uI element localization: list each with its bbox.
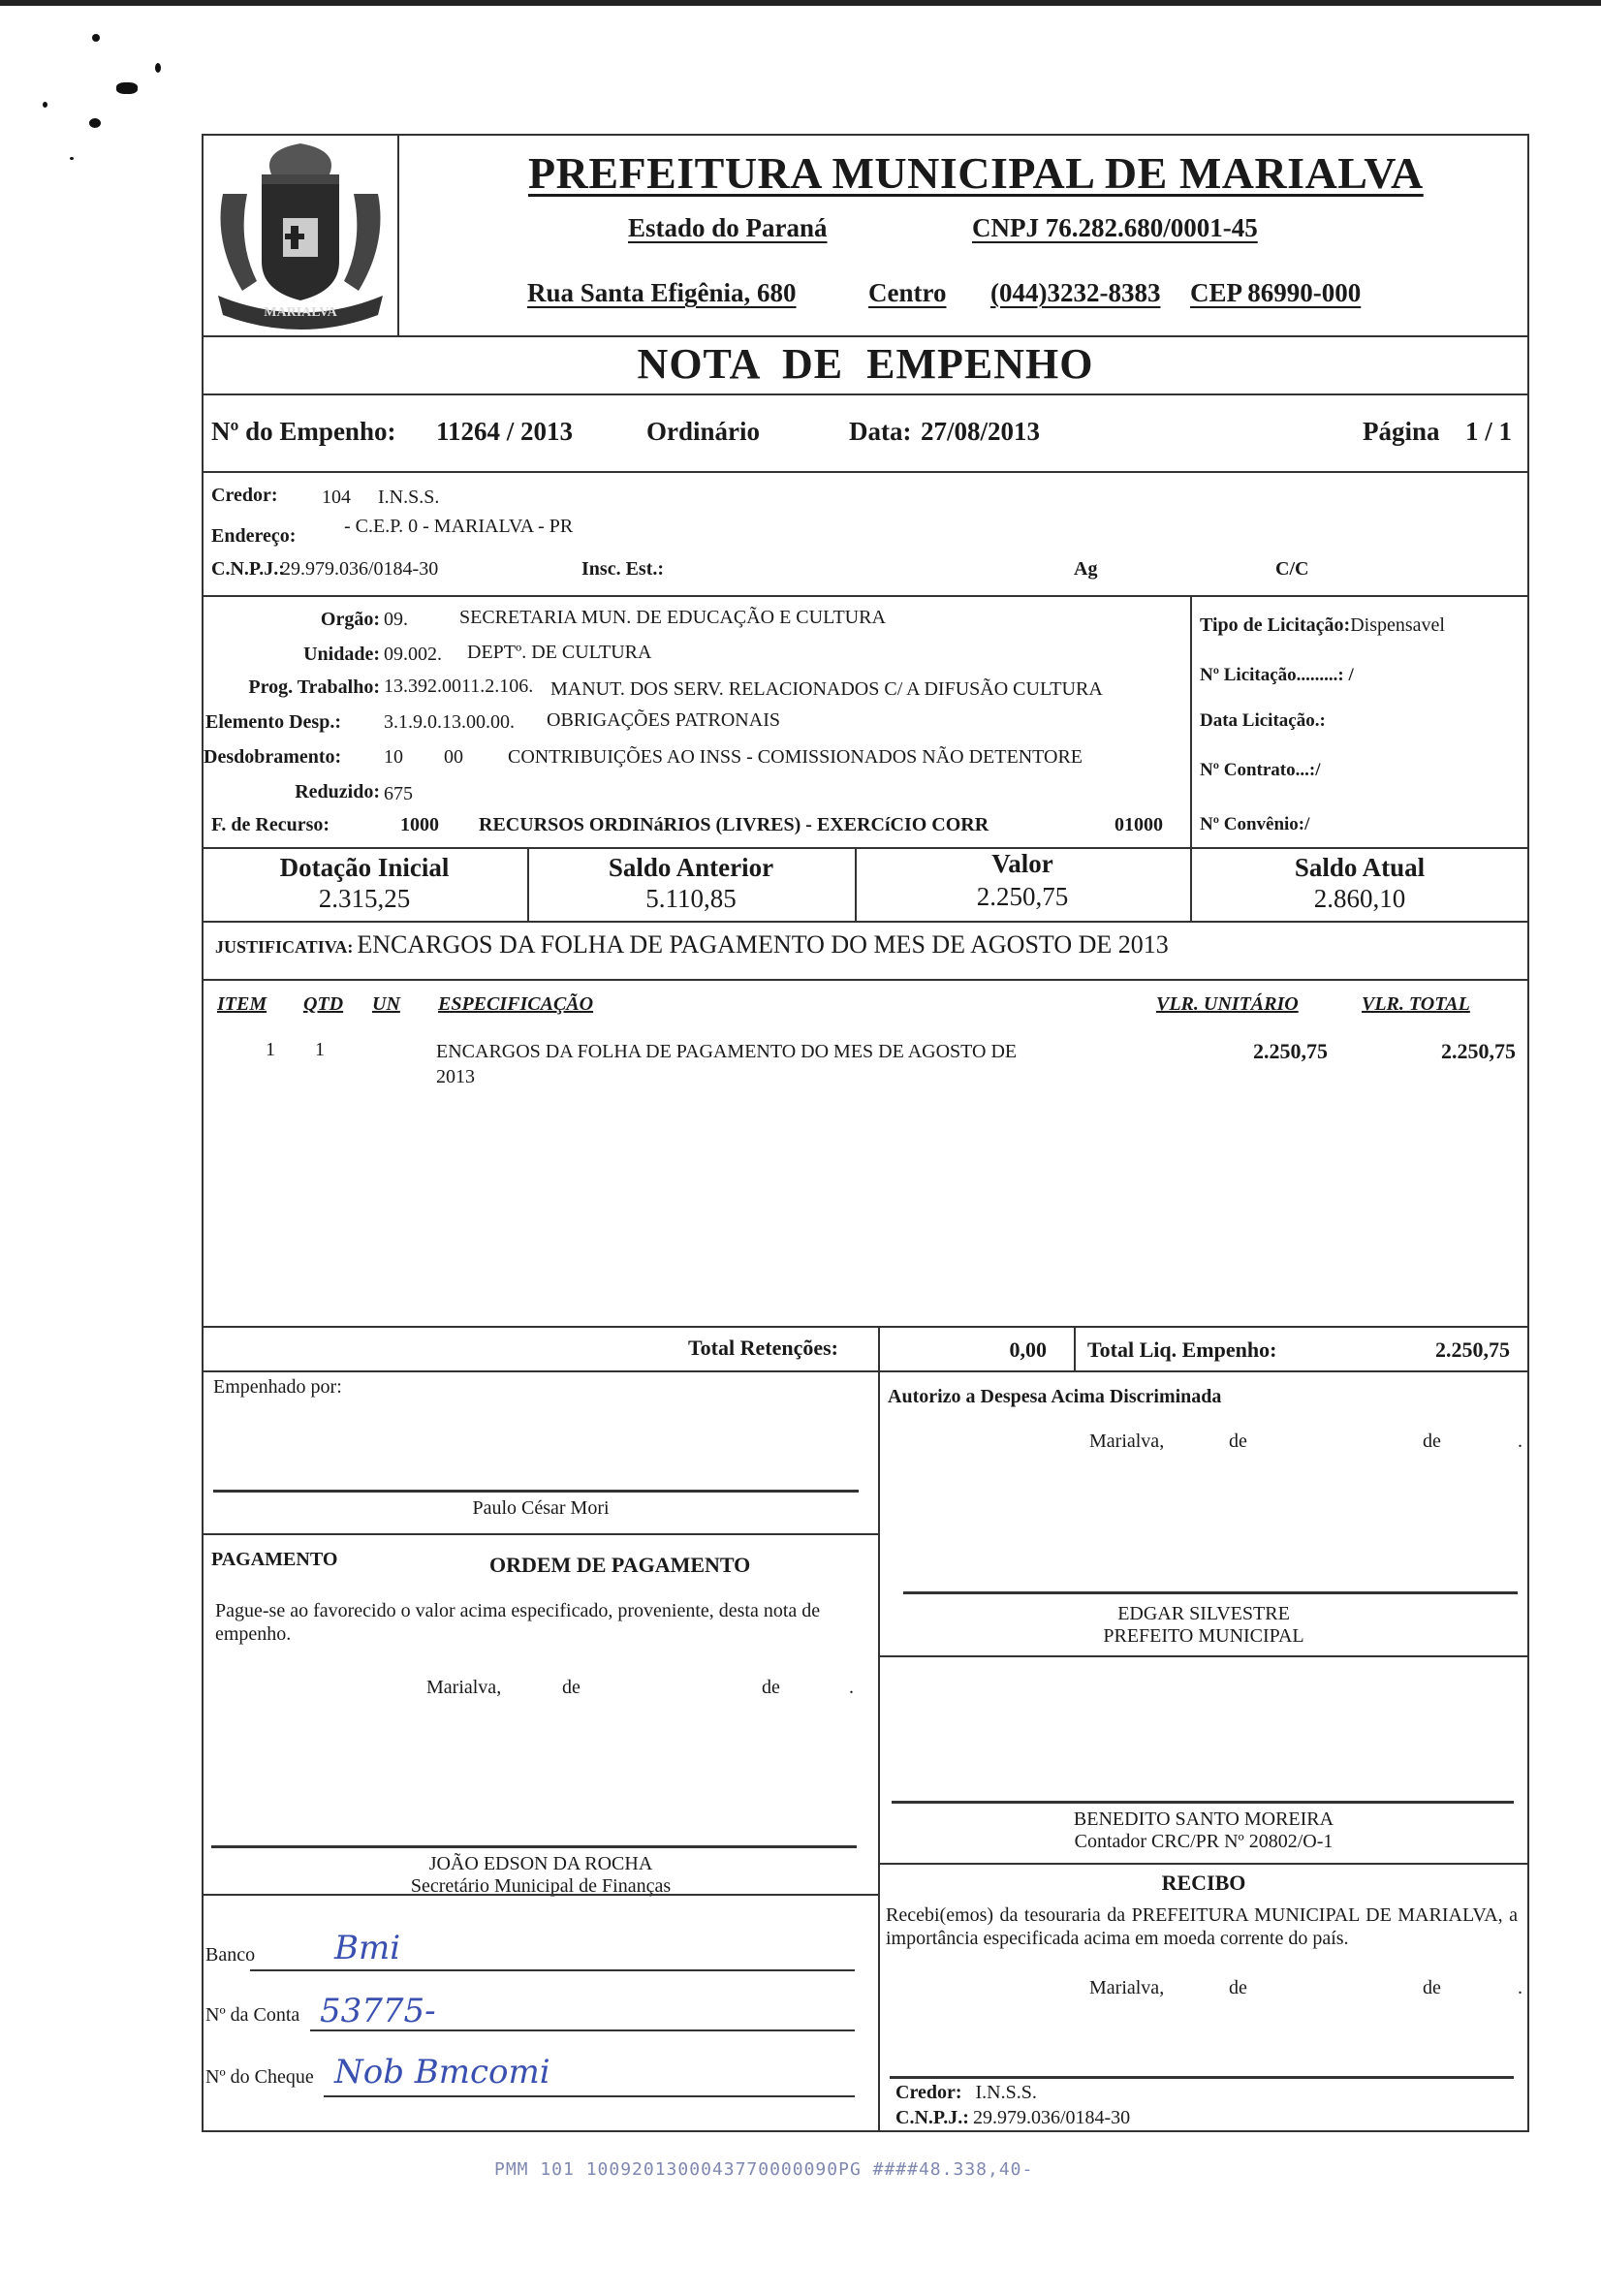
licitacao-number: Nº Licitação.........: / xyxy=(1200,665,1354,685)
retencoes-value: 0,00 xyxy=(1009,1337,1047,1362)
page-number: 1 / 1 xyxy=(1465,417,1513,446)
pagamento-de-2: de xyxy=(762,1677,780,1698)
municipal-cep: CEP 86990-000 xyxy=(1190,278,1362,307)
valor-value: 2.250,75 xyxy=(976,882,1069,911)
autorizacao-dot: . xyxy=(1518,1431,1523,1452)
licitacao-type-label: Tipo de Licitação: xyxy=(1200,614,1351,636)
prog-trabalho-description: MANUT. DOS SERV. RELACIONADOS C/ A DIFUSÃO CULTURA xyxy=(550,678,1103,700)
cheque-label: Nº do Cheque xyxy=(205,2066,314,2088)
recibo-credor-label: Credor: xyxy=(895,2082,962,2103)
credor-address: - C.E.P. 0 - MARIALVA - PR xyxy=(344,516,574,537)
item-spec-line2: 2013 xyxy=(436,1066,475,1087)
date-label: Data: xyxy=(849,417,912,446)
budget-divider xyxy=(1190,595,1192,849)
conta-handwritten[interactable]: 53775- xyxy=(320,1992,436,2030)
endereco-label: Endereço: xyxy=(211,525,297,547)
licitacao-type-value: Dispensavel xyxy=(1350,614,1445,636)
total-liquido-label: Total Liq. Empenho: xyxy=(1087,1337,1277,1362)
item-qtd: 1 xyxy=(315,1039,325,1060)
items-table xyxy=(202,979,1529,1328)
valor-label: Valor xyxy=(991,849,1053,878)
saldo-anterior-label: Saldo Anterior xyxy=(608,853,774,882)
state-name: Estado do Paraná xyxy=(628,213,828,242)
municipal-phone: (044)3232-8383 xyxy=(990,278,1161,307)
pagamento-de-1: de xyxy=(562,1677,581,1698)
pagamento-label: PAGAMENTO xyxy=(211,1549,338,1570)
signature-line xyxy=(892,1801,1514,1804)
retencoes-label: Total Retenções: xyxy=(688,1336,838,1360)
recibo-cnpj-value: 29.979.036/0184-30 xyxy=(972,2107,1131,2128)
account-label: C/C xyxy=(1275,558,1309,580)
table-row xyxy=(204,1037,1527,1095)
signature-line xyxy=(890,2076,1514,2079)
total-liquido-value: 2.250,75 xyxy=(1435,1337,1510,1362)
elemento-description: OBRIGAÇÕES PATRONAIS xyxy=(547,709,780,731)
empenho-date: 27/08/2013 xyxy=(921,417,1041,446)
page-label: Página xyxy=(1363,417,1440,446)
prog-trabalho-code: 13.392.0011.2.106. xyxy=(384,676,534,697)
scan-speck xyxy=(155,63,161,73)
saldo-atual-label: Saldo Atual xyxy=(1294,853,1426,882)
pagamento-dot: . xyxy=(849,1677,854,1698)
banco-handwritten[interactable]: Bmi xyxy=(334,1929,401,1967)
desdobramento-description: CONTRIBUIÇÕES AO INSS - COMISSIONADOS NÃO DETENTORE xyxy=(508,746,1083,768)
recurso-label: F. de Recurso: xyxy=(211,814,330,835)
autorizacao-signer-role: PREFEITO MUNICIPAL xyxy=(1103,1625,1304,1647)
municipal-district: Centro xyxy=(868,278,947,307)
pagamento-city: Marialva, xyxy=(426,1677,502,1698)
totals-divider xyxy=(878,1326,880,1372)
totals-divider xyxy=(1074,1326,1076,1372)
document-title: NOTA DE EMPENHO xyxy=(637,340,1094,388)
contador-role: Contador CRC/PR Nº 20802/O-1 xyxy=(1074,1831,1334,1852)
empenhado-label: Empenhado por: xyxy=(213,1376,342,1398)
recurso-code: 1000 xyxy=(400,814,439,835)
saldo-anterior-value: 5.110,85 xyxy=(645,884,737,913)
empenho-number: 11264 / 2013 xyxy=(436,417,574,446)
recibo-text: Recebi(emos) da tesouraria da PREFEITURA MUNICIPAL DE MARIALVA, a importância especificada acima em moeda corrente do país. xyxy=(886,1904,1518,1949)
cnpj-label: C.N.P.J.: xyxy=(211,558,285,580)
page-title: PREFEITURA MUNICIPAL DE MARIALVA xyxy=(528,148,1424,198)
orgao-code: 09. xyxy=(384,609,408,630)
elemento-code: 3.1.9.0.13.00.00. xyxy=(384,711,515,733)
signature-line xyxy=(903,1591,1518,1594)
prog-trabalho-label: Prog. Trabalho: xyxy=(248,676,380,698)
unidade-label: Unidade: xyxy=(303,644,380,665)
unidade-description: DEPTº. DE CULTURA xyxy=(467,642,652,663)
autorizacao-city: Marialva, xyxy=(1089,1431,1165,1452)
svg-text:MARIALVA: MARIALVA xyxy=(264,305,337,320)
recibo-de-2: de xyxy=(1423,1977,1441,1998)
convenio-number: Nº Convênio:/ xyxy=(1200,814,1310,834)
column-header-vlr-unitario: VLR. UNITÁRIO xyxy=(1156,993,1299,1015)
saldo-atual-value: 2.860,10 xyxy=(1313,884,1406,913)
pagamento-signer-role: Secretário Municipal de Finanças xyxy=(410,1875,672,1897)
recibo-cnpj xyxy=(895,2107,1130,2129)
item-total-value: 2.250,75 xyxy=(1441,1039,1516,1063)
empenhado-signer: Paulo César Mori xyxy=(472,1497,610,1519)
credor-name: I.N.S.S. xyxy=(378,487,440,508)
authentication-stamp: PMM 101 1009201300043770000090PG ####48.338,40- xyxy=(494,2159,1034,2180)
column-header-item: ITEM xyxy=(217,993,267,1015)
justificativa xyxy=(215,930,1169,959)
orgao-label: Orgão: xyxy=(320,609,380,630)
banco-field-line xyxy=(250,1969,855,1971)
pagamento-box xyxy=(202,1533,880,1896)
autorizacao-label: Autorizo a Despesa Acima Discriminada xyxy=(888,1386,1222,1407)
licitacao-type xyxy=(1200,614,1445,637)
logo-divider xyxy=(397,134,399,337)
conta-label: Nº da Conta xyxy=(205,2004,300,2026)
dotacao-inicial-value: 2.315,25 xyxy=(318,884,411,913)
municipal-address: Rua Santa Efigênia, 680 xyxy=(527,278,797,307)
item-spec-line1: ENCARGOS DA FOLHA DE PAGAMENTO DO MES DE AGOSTO DE xyxy=(436,1041,1018,1062)
ordem-pagamento-title: ORDEM DE PAGAMENTO xyxy=(489,1553,751,1577)
scan-speck xyxy=(116,82,138,94)
reduzido-label: Reduzido: xyxy=(295,781,380,802)
autorizacao-de-2: de xyxy=(1423,1431,1441,1452)
recibo-dot: . xyxy=(1518,1977,1523,1998)
column-header-un: UN xyxy=(372,993,400,1015)
contrato-number: Nº Contrato...:/ xyxy=(1200,760,1321,780)
column-header-vlr-total: VLR. TOTAL xyxy=(1362,993,1470,1015)
column-header-qtd: QTD xyxy=(303,993,344,1015)
desdobramento-label: Desdobramento: xyxy=(204,746,342,768)
pagamento-signer-name: JOÃO EDSON DA ROCHA xyxy=(428,1853,653,1874)
scan-edge xyxy=(0,0,1601,6)
municipal-cnpj: CNPJ 76.282.680/0001-45 xyxy=(972,213,1258,242)
item-unit-value: 2.250,75 xyxy=(1253,1039,1328,1063)
justificativa-label: JUSTIFICATIVA: xyxy=(215,937,354,957)
recibo-de-1: de xyxy=(1229,1977,1247,1998)
insc-est-label: Insc. Est.: xyxy=(581,558,665,580)
recibo-title: RECIBO xyxy=(1161,1871,1246,1895)
recurso-description: RECURSOS ORDINáRIOS (LIVRES) - EXERCíCIO CORR xyxy=(479,814,989,835)
agency-label: Ag xyxy=(1074,558,1098,580)
scan-speck xyxy=(43,102,47,108)
totals-box xyxy=(202,1326,1529,1372)
cheque-handwritten[interactable]: Nob Bmcomi xyxy=(334,2053,550,2092)
credor-code: 104 xyxy=(322,487,351,508)
recibo-cnpj-label: C.N.P.J.: xyxy=(895,2107,969,2128)
scan-speck xyxy=(92,34,100,42)
item-number: 1 xyxy=(266,1039,275,1060)
contador-name: BENEDITO SANTO MOREIRA xyxy=(1073,1808,1334,1830)
credor-label: Credor: xyxy=(211,485,278,506)
justificativa-text: ENCARGOS DA FOLHA DE PAGAMENTO DO MES DE AGOSTO DE 2013 xyxy=(357,930,1169,959)
reduzido-value: 675 xyxy=(384,783,413,804)
scan-speck xyxy=(70,157,74,160)
cheque-field-line xyxy=(324,2095,855,2097)
autorizacao-de-1: de xyxy=(1229,1431,1247,1452)
signature-line xyxy=(211,1845,857,1848)
dotacao-inicial-label: Dotação Inicial xyxy=(279,853,450,882)
pagamento-text: Pague-se ao favorecido o valor acima especificado, proveniente, desta nota de empenho. xyxy=(215,1600,821,1645)
column-header-especificacao: ESPECIFICAÇÃO xyxy=(438,993,594,1015)
autorizacao-signer-name: EDGAR SILVESTRE xyxy=(1117,1603,1290,1624)
recurso-suffix: 01000 xyxy=(1114,814,1163,835)
credor-cnpj: 29.979.036/0184-30 xyxy=(281,558,439,580)
desdobramento-code-a: 10 xyxy=(384,746,403,768)
orgao-description: SECRETARIA MUN. DE EDUCAÇÃO E CULTURA xyxy=(459,607,886,628)
scan-speck xyxy=(89,118,101,128)
recibo-credor xyxy=(895,2082,1037,2104)
recibo-credor-value: I.N.S.S. xyxy=(975,2082,1037,2103)
desdobramento-code-b: 00 xyxy=(444,746,463,768)
coat-of-arms-icon xyxy=(204,136,397,334)
empenho-number-label: Nº do Empenho: xyxy=(211,417,396,446)
unidade-code: 09.002. xyxy=(384,644,442,665)
signature-line xyxy=(213,1490,859,1493)
empenho-type: Ordinário xyxy=(646,417,761,446)
recibo-city: Marialva, xyxy=(1089,1977,1165,1998)
banco-label: Banco xyxy=(205,1944,256,1966)
elemento-label: Elemento Desp.: xyxy=(205,711,341,733)
licitacao-date: Data Licitação.: xyxy=(1200,710,1326,731)
